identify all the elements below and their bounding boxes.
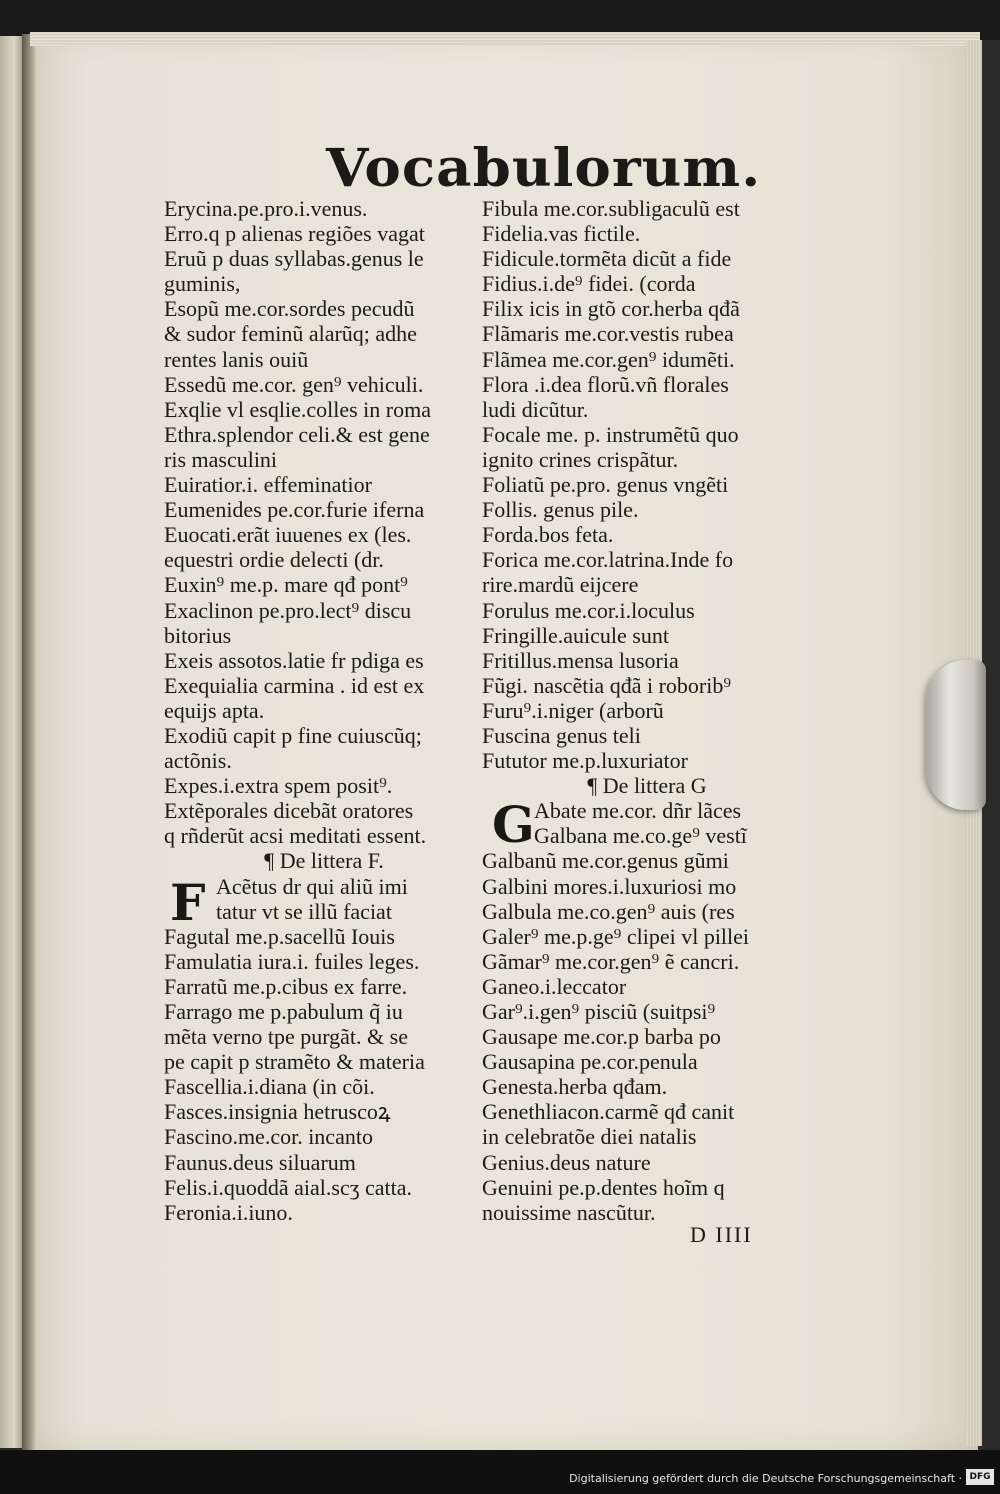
entry-line: Genethliacon.carmẽ qđ canit: [482, 1099, 735, 1125]
entry-line: Abate me.cor. dñr lãces: [534, 798, 742, 824]
entry-line: Fidelia.vas fictile.: [482, 221, 641, 247]
entry-line: ris masculini: [164, 446, 278, 472]
entry-line: Euiratior.i. effeminatior: [164, 472, 372, 498]
entry-line: Ganeo.i.leccator: [482, 973, 627, 999]
entry-line: Fidius.i.de⁹ fidei. (corda: [482, 271, 696, 297]
entry-line: tatur vt se illũ faciat: [216, 898, 392, 924]
entry-line: Acẽtus dr qui aliũ imi: [216, 873, 408, 899]
entry-line: Fagutal me.p.sacellũ Iouis: [164, 923, 395, 949]
entry-line: guminis,: [164, 271, 241, 297]
entry-line: Fascellia.i.diana (in cõi.: [164, 1074, 375, 1100]
entry-line: Genius.deus nature: [482, 1149, 651, 1175]
entry-line: rire.mardũ eijcere: [482, 572, 639, 598]
section-heading-f: ¶ De littera F.: [264, 848, 384, 874]
entry-line: ignito crines crispãtur.: [482, 446, 679, 472]
entry-line: Feronia.i.iuno.: [164, 1199, 293, 1225]
entry-line: Flãmaris me.cor.vestis rubea: [482, 321, 734, 347]
entry-line: Gar⁹.i.gen⁹ pisciũ (suitpsi⁹: [482, 999, 716, 1024]
left-column: [164, 196, 484, 1225]
entry-line: Eumenides pe.cor.furie iferna: [164, 497, 425, 523]
entry-line: Forica me.cor.latrina.Inde fo: [482, 547, 734, 573]
initial-f-lines: [164, 874, 484, 924]
entry-line: Flora .i.dea florũ.vñ florales: [482, 371, 729, 397]
entry-line: Focale me. p. instrumẽtũ quo: [482, 421, 739, 447]
entry-line: Exqlie vl esqlie.colles in roma: [164, 396, 431, 422]
entry-line: nouissime nascũtur.: [482, 1199, 656, 1225]
left-column-entries-f: [164, 924, 484, 1225]
page-stack-top-edge: [30, 32, 980, 46]
entry-line: in celebratõe diei natalis: [482, 1124, 697, 1150]
entry-line: Farrago me p.pabulum q̃ iu: [164, 999, 403, 1024]
entry-line: Famulatia iura.i. fuiles leges.: [164, 948, 420, 974]
entry-line: Filix icis in gtõ cor.herba qđã: [482, 296, 740, 322]
entry-line: Erro.q p alienas regiões vagat: [164, 221, 425, 247]
section-f-initial-block: [164, 872, 484, 932]
entry-line: Exeis assotos.latie fr pdiga es: [164, 647, 424, 673]
entry-line: Erycina.pe.pro.i.venus.: [164, 196, 368, 221]
entry-line: Galbini mores.i.luxuriosi mo: [482, 873, 737, 899]
entry-line: actõnis.: [164, 748, 232, 774]
entry-line: Euocati.erãt iuuenes ex (les.: [164, 522, 412, 548]
entry-line: equestri ordie delecti (dr.: [164, 547, 384, 573]
entry-line: ludi dicũtur.: [482, 396, 589, 422]
entry-line: Galbana me.co.ge⁹ vestĩ: [534, 823, 747, 849]
entry-line: Fasces.insignia hetruscoꝝ: [164, 1099, 391, 1125]
entry-line: Fringille.auicule sunt: [482, 622, 669, 648]
entry-line: Galer⁹ me.p.ge⁹ clipei vl pillei: [482, 923, 750, 949]
entry-line: Genesta.herba qđam.: [482, 1074, 668, 1100]
entry-line: mẽta verno tpe purgãt. & se: [164, 1024, 408, 1050]
entry-line: Galbanũ me.cor.genus gũmi: [482, 848, 729, 874]
entry-line: Fũgi. nascẽtia qđã i roborib⁹: [482, 672, 732, 698]
entry-line: Foliatũ pe.pro. genus vngẽti: [482, 472, 729, 498]
entry-line: Fidicule.tormẽta dicũt a fide: [482, 246, 732, 272]
entry-line: Furu⁹.i.niger (arborũ: [482, 697, 664, 723]
entry-line: equijs apta.: [164, 697, 265, 723]
digitization-credit: Digitalisierung gefördert durch die Deutsche Forschungsgemeinschaft ·: [569, 1472, 962, 1485]
entry-line: Farratũ me.p.cibus ex farre.: [164, 973, 408, 999]
entry-line: Expes.i.extra spem posit⁹.: [164, 773, 393, 799]
book-gutter: [22, 34, 36, 1450]
entry-line: Gãmar⁹ me.cor.gen⁹ ẽ cancri.: [482, 948, 740, 974]
entry-line: Forulus me.cor.i.loculus: [482, 597, 695, 623]
right-column-entries-g: [482, 848, 812, 1224]
entry-line: & sudor feminũ alarũq; adhe: [164, 321, 417, 347]
decorated-initial-f: F: [170, 872, 206, 932]
entry-line: Fritillus.mensa lusoria: [482, 647, 679, 673]
entry-line: bitorius: [164, 622, 232, 648]
entry-line: Esopũ me.cor.sordes pecudũ: [164, 296, 415, 322]
right-column: [482, 196, 812, 1225]
entry-line: Fibula me.cor.subligaculũ est: [482, 196, 740, 221]
entry-line: Euxin⁹ me.p. mare qđ pont⁹: [164, 572, 408, 598]
left-column-entries: [164, 196, 484, 848]
entry-line: pe capit p stramẽto & materia: [164, 1049, 425, 1075]
entry-line: Exaclinon pe.pro.lect⁹ discu: [164, 597, 412, 623]
decorated-initial-g: G: [492, 795, 535, 855]
right-column-entries: [482, 196, 812, 773]
entry-line: Exequialia carmina . id est ex: [164, 672, 425, 698]
entry-line: Gausape me.cor.p barba po: [482, 1024, 721, 1050]
entry-line: Fuscina genus teli: [482, 722, 641, 748]
page-clip: [926, 660, 986, 810]
dfg-logo: DFG: [966, 1469, 994, 1485]
entry-line: Extẽporales dicebãt oratores: [164, 798, 414, 824]
entry-line: Galbula me.co.gen⁹ auis (res: [482, 898, 735, 924]
entry-line: Faunus.deus siluarum: [164, 1149, 356, 1175]
entry-line: Genuini pe.p.dentes hoĩm q: [482, 1174, 725, 1200]
entry-line: Forda.bos feta.: [482, 522, 614, 548]
running-head: Vocabulorum.: [326, 138, 762, 199]
entry-line: Exodiũ capit p fine cuiuscũq;: [164, 722, 422, 748]
section-heading-g: ¶ De littera G: [587, 773, 707, 799]
entry-line: Follis. genus pile.: [482, 497, 639, 523]
entry-line: Eruũ p duas syllabas.genus le: [164, 246, 424, 272]
entry-line: Flãmea me.cor.gen⁹ idumẽti.: [482, 346, 735, 372]
entry-line: Essedũ me.cor. gen⁹ vehiculi.: [164, 371, 424, 397]
entry-line: rentes lanis ouiũ: [164, 346, 309, 372]
entry-line: Gausapina pe.cor.penula: [482, 1049, 698, 1075]
entry-line: Fututor me.p.luxuriator: [482, 748, 688, 774]
entry-line: q rñderũt acsi meditati essent.: [164, 823, 427, 849]
section-g-initial-block: [482, 795, 812, 855]
signature-mark: D IIII: [690, 1222, 753, 1247]
entry-line: Ethra.splendor celi.& est gene: [164, 421, 430, 447]
entry-line: Felis.i.quoddã aial.scʒ catta.: [164, 1174, 413, 1200]
entry-line: Fascino.me.cor. incanto: [164, 1124, 373, 1150]
